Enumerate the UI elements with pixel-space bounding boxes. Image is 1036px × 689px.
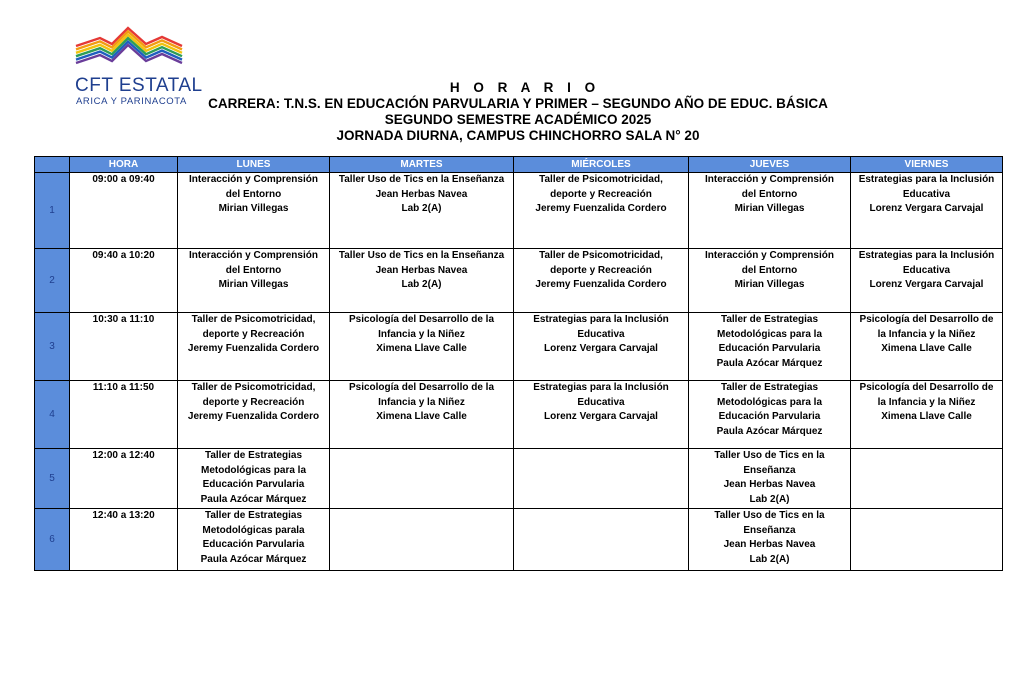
class-line: Jean Herbas Navea bbox=[375, 264, 468, 276]
class-line: Educación Parvularia bbox=[718, 411, 821, 423]
class-line: Lab 2(A) bbox=[401, 203, 442, 215]
class-line: Taller de Estrategias bbox=[204, 510, 303, 521]
class-line: Lorenz Vergara Carvajal bbox=[544, 343, 658, 355]
class-line: la Infancia y la Niñez bbox=[877, 396, 976, 408]
time-slot: 12:00 a 12:40 bbox=[70, 449, 178, 509]
column-header-viernes: VIERNES bbox=[851, 157, 1003, 173]
class-cell-miercoles bbox=[514, 449, 689, 509]
class-line: Lorenz Vergara Carvajal bbox=[869, 203, 984, 215]
class-line: Infancia y la Niñez bbox=[378, 396, 465, 408]
time-slot: 11:10 a 11:50 bbox=[70, 381, 178, 449]
class-cell-lunes bbox=[178, 381, 330, 449]
class-line: Taller de Psicomotricidad, bbox=[539, 250, 663, 261]
career-line: CARRERA: T.N.S. EN EDUCACIÓN PARVULARIA Y PRIMER – SEGUNDO AÑO DE EDUC. BÁSICA bbox=[208, 96, 828, 111]
row-number: 5 bbox=[35, 449, 70, 509]
class-cell-viernes bbox=[851, 449, 1003, 509]
class-cell-miercoles bbox=[514, 509, 689, 571]
class-cell-viernes bbox=[851, 173, 1003, 249]
class-line: Mirian Villegas bbox=[218, 279, 289, 291]
class-line: Educación Parvularia bbox=[718, 343, 821, 355]
class-line: Psicología del Desarrollo de la bbox=[348, 314, 495, 325]
class-line: Educación Parvularia bbox=[202, 539, 305, 551]
class-cell-martes bbox=[330, 173, 514, 249]
class-line: Taller de Psicomotricidad, bbox=[191, 382, 316, 393]
column-header-lunes: LUNES bbox=[178, 157, 330, 173]
class-line: Jeremy Fuenzalida Cordero bbox=[535, 203, 667, 215]
page-title: H O R A R I O bbox=[449, 80, 601, 95]
row-number: 1 bbox=[35, 173, 70, 249]
table-header-row bbox=[35, 157, 1003, 173]
class-line: del Entorno bbox=[741, 188, 798, 200]
class-line: Estrategias para la Inclusión bbox=[858, 250, 995, 261]
class-cell-viernes bbox=[851, 509, 1003, 571]
class-cell-lunes bbox=[178, 249, 330, 313]
class-cell-miercoles bbox=[514, 381, 689, 449]
mountain-logo-icon bbox=[74, 24, 184, 74]
class-line: Enseñanza bbox=[743, 464, 796, 476]
class-line: Ximena Llave Calle bbox=[376, 343, 467, 355]
row-number: 6 bbox=[35, 509, 70, 571]
class-line: Metodológicas para la bbox=[716, 396, 823, 408]
table-row bbox=[35, 249, 1003, 313]
class-line: Educativa bbox=[902, 264, 951, 276]
class-line: Interacción y Comprensión bbox=[189, 250, 318, 261]
class-line: Mirian Villegas bbox=[734, 203, 805, 215]
row-number: 4 bbox=[35, 381, 70, 449]
class-cell-viernes bbox=[851, 313, 1003, 381]
class-cell-jueves bbox=[689, 249, 851, 313]
class-cell-martes bbox=[330, 509, 514, 571]
class-cell-lunes bbox=[178, 449, 330, 509]
class-line: Taller de Estrategias bbox=[204, 450, 303, 461]
class-line: Paula Azócar Márquez bbox=[716, 425, 823, 437]
class-line: Taller de Estrategias bbox=[720, 314, 819, 325]
semester-line: SEGUNDO SEMESTRE ACADÉMICO 2025 bbox=[384, 112, 652, 127]
class-line: Jean Herbas Navea bbox=[723, 539, 816, 551]
class-line: Ximena Llave Calle bbox=[881, 411, 972, 423]
class-line: Jeremy Fuenzalida Cordero bbox=[187, 343, 320, 355]
class-cell-martes bbox=[330, 449, 514, 509]
class-line: Lab 2(A) bbox=[401, 279, 442, 291]
class-line: Lab 2(A) bbox=[749, 553, 790, 565]
table-row bbox=[35, 173, 1003, 249]
class-cell-viernes bbox=[851, 249, 1003, 313]
class-line: Mirian Villegas bbox=[218, 203, 289, 215]
class-line: Mirian Villegas bbox=[734, 279, 805, 291]
class-line: Jeremy Fuenzalida Cordero bbox=[535, 279, 667, 291]
class-cell-jueves bbox=[689, 449, 851, 509]
class-cell-miercoles bbox=[514, 249, 689, 313]
class-line: Taller Uso de Tics en la bbox=[714, 510, 825, 521]
class-line: Taller de Psicomotricidad, bbox=[539, 174, 663, 185]
class-line: Educativa bbox=[577, 328, 625, 340]
column-header-hora: HORA bbox=[70, 157, 178, 173]
class-line: Lorenz Vergara Carvajal bbox=[544, 411, 658, 423]
class-line: Interacción y Comprensión bbox=[189, 174, 318, 185]
class-line: Ximena Llave Calle bbox=[881, 343, 972, 355]
class-cell-lunes bbox=[178, 173, 330, 249]
class-line: del Entorno bbox=[741, 264, 798, 276]
row-number: 2 bbox=[35, 249, 70, 313]
class-line: Educación Parvularia bbox=[202, 479, 305, 491]
class-cell-miercoles bbox=[514, 313, 689, 381]
time-slot: 12:40 a 13:20 bbox=[70, 509, 178, 571]
class-line: Metodológicas parala bbox=[202, 524, 305, 536]
class-line: Paula Azócar Márquez bbox=[200, 553, 307, 565]
class-cell-lunes bbox=[178, 509, 330, 571]
class-line: Infancia y la Niñez bbox=[378, 328, 465, 340]
class-line: Psicología del Desarrollo de la bbox=[348, 382, 495, 393]
class-line: Jeremy Fuenzalida Cordero bbox=[187, 411, 320, 423]
class-cell-jueves bbox=[689, 509, 851, 571]
class-line: Taller Uso de Tics en la Enseñanza bbox=[338, 250, 505, 261]
logo-name: CFT ESTATAL bbox=[75, 75, 203, 96]
class-line: del Entorno bbox=[225, 264, 282, 276]
class-line: Taller de Psicomotricidad, bbox=[191, 314, 316, 325]
class-line: Psicología del Desarrollo de bbox=[859, 314, 994, 325]
logo-subtitle: ARICA Y PARINACOTA bbox=[76, 96, 187, 107]
class-line: Paula Azócar Márquez bbox=[200, 493, 307, 505]
class-cell-viernes bbox=[851, 381, 1003, 449]
class-line: Paula Azócar Márquez bbox=[716, 357, 823, 369]
class-line: Taller Uso de Tics en la bbox=[714, 450, 825, 461]
class-line: Estrategias para la Inclusión bbox=[533, 314, 669, 325]
class-line: Estrategias para la Inclusión bbox=[858, 174, 995, 185]
class-line: Psicología del Desarrollo de bbox=[859, 382, 994, 393]
table-row bbox=[35, 449, 1003, 509]
time-slot: 09:40 a 10:20 bbox=[70, 249, 178, 313]
class-cell-jueves bbox=[689, 173, 851, 249]
class-line: Jean Herbas Navea bbox=[723, 479, 816, 491]
class-line: deporte y Recreación bbox=[202, 396, 305, 408]
class-line: Ximena Llave Calle bbox=[376, 411, 467, 423]
time-slot: 09:00 a 09:40 bbox=[70, 173, 178, 249]
time-slot: 10:30 a 11:10 bbox=[70, 313, 178, 381]
row-number: 3 bbox=[35, 313, 70, 381]
class-line: Interacción y Comprensión bbox=[705, 250, 834, 261]
class-cell-martes bbox=[330, 313, 514, 381]
class-line: Metodológicas para la bbox=[716, 328, 823, 340]
class-cell-miercoles bbox=[514, 173, 689, 249]
class-line: Lab 2(A) bbox=[749, 493, 790, 505]
class-line: deporte y Recreación bbox=[550, 264, 652, 276]
column-header-martes: MARTES bbox=[330, 157, 514, 173]
class-line: la Infancia y la Niñez bbox=[877, 328, 976, 340]
table-row bbox=[35, 313, 1003, 381]
table-row bbox=[35, 381, 1003, 449]
class-line: Educativa bbox=[902, 188, 951, 200]
class-cell-lunes bbox=[178, 313, 330, 381]
class-line: deporte y Recreación bbox=[550, 188, 652, 200]
class-line: Enseñanza bbox=[743, 524, 796, 536]
class-line: Estrategias para la Inclusión bbox=[533, 382, 669, 393]
class-cell-martes bbox=[330, 249, 514, 313]
class-line: del Entorno bbox=[225, 188, 282, 200]
class-line: Interacción y Comprensión bbox=[705, 174, 834, 185]
class-line: Taller de Estrategias bbox=[720, 382, 819, 393]
class-line: Jean Herbas Navea bbox=[375, 188, 468, 200]
class-cell-jueves bbox=[689, 313, 851, 381]
column-header-jueves: JUEVES bbox=[689, 157, 851, 173]
document-header bbox=[0, 80, 1036, 144]
class-line: Educativa bbox=[577, 396, 625, 408]
class-cell-martes bbox=[330, 381, 514, 449]
class-line: Metodológicas para la bbox=[200, 464, 307, 476]
session-line: JORNADA DIURNA, CAMPUS CHINCHORRO SALA N° 20 bbox=[336, 128, 700, 143]
schedule-table bbox=[34, 156, 1003, 571]
column-header-number bbox=[35, 157, 70, 173]
column-header-miercoles: MIÉRCOLES bbox=[514, 157, 689, 173]
class-line: Taller Uso de Tics en la Enseñanza bbox=[338, 174, 505, 185]
class-cell-jueves bbox=[689, 381, 851, 449]
table-row bbox=[35, 509, 1003, 571]
class-line: Lorenz Vergara Carvajal bbox=[869, 279, 984, 291]
class-line: deporte y Recreación bbox=[202, 328, 305, 340]
